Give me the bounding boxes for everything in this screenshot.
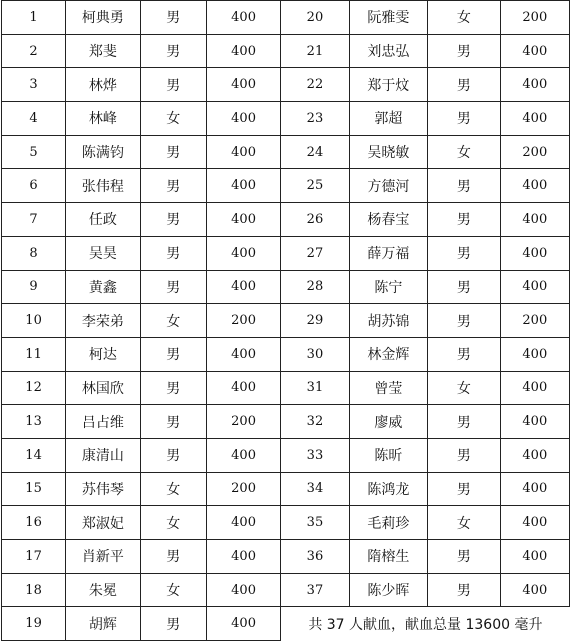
donor-volume: 400: [500, 438, 569, 472]
donor-gender: 女: [140, 573, 206, 607]
donor-gender: 女: [140, 472, 206, 506]
donor-gender: 男: [428, 34, 500, 68]
donor-gender: 女: [140, 304, 206, 338]
donor-gender: 男: [140, 135, 206, 169]
donor-volume: 200: [206, 304, 280, 338]
donor-name: 刘忠弘: [349, 34, 428, 68]
donor-number: 10: [2, 304, 66, 338]
donor-gender: 男: [428, 540, 500, 574]
donor-number: 34: [281, 472, 349, 506]
donor-volume: 400: [206, 34, 280, 68]
donor-volume: 400: [206, 506, 280, 540]
donor-name: 柯典勇: [66, 1, 140, 35]
donor-gender: 男: [140, 371, 206, 405]
donor-gender: 女: [428, 506, 500, 540]
donor-number: 25: [281, 169, 349, 203]
donor-number: 31: [281, 371, 349, 405]
donor-number: 1: [2, 1, 66, 35]
donor-name: 方德河: [349, 169, 428, 203]
donor-name: 朱冕: [66, 573, 140, 607]
donor-name: 郑于炆: [349, 68, 428, 102]
donor-name: 林国欣: [66, 371, 140, 405]
donor-volume: 200: [500, 135, 569, 169]
donor-gender: 男: [428, 102, 500, 136]
donor-number: 17: [2, 540, 66, 574]
donor-gender: 女: [140, 506, 206, 540]
donor-number: 35: [281, 506, 349, 540]
donor-number: 20: [281, 1, 349, 35]
summary-text: 共 37 人献血，献血总量 13600 毫升: [281, 607, 570, 641]
donor-gender: 男: [428, 472, 500, 506]
donor-name: 康清山: [66, 438, 140, 472]
donor-number: 9: [2, 270, 66, 304]
donor-number: 37: [281, 573, 349, 607]
donor-gender: 男: [140, 438, 206, 472]
donor-name: 毛莉珍: [349, 506, 428, 540]
donor-name: 杨春宝: [349, 203, 428, 237]
donor-number: 6: [2, 169, 66, 203]
donor-gender: 女: [428, 1, 500, 35]
donor-number: 14: [2, 438, 66, 472]
donor-volume: 400: [500, 371, 569, 405]
donor-gender: 男: [140, 607, 206, 641]
donor-name: 李荣弟: [66, 304, 140, 338]
donor-name: 陈鸿龙: [349, 472, 428, 506]
donor-name: 隋榕生: [349, 540, 428, 574]
donor-name: 陈满钧: [66, 135, 140, 169]
table-row: [2, 68, 570, 102]
donor-name: 任政: [66, 203, 140, 237]
table-row: [2, 304, 570, 338]
donor-volume: 400: [206, 68, 280, 102]
donor-volume: 400: [206, 236, 280, 270]
donor-volume: 400: [500, 472, 569, 506]
donor-volume: 200: [500, 1, 569, 35]
table-row: [2, 472, 570, 506]
donor-number: 12: [2, 371, 66, 405]
donor-name: 郑斐: [66, 34, 140, 68]
donor-number: 22: [281, 68, 349, 102]
table-row: [2, 506, 570, 540]
donor-volume: 400: [206, 169, 280, 203]
donor-number: 8: [2, 236, 66, 270]
donor-volume: 400: [206, 135, 280, 169]
donor-number: 27: [281, 236, 349, 270]
donor-gender: 男: [428, 169, 500, 203]
donor-volume: 400: [500, 337, 569, 371]
donor-volume: 400: [500, 203, 569, 237]
donor-volume: 400: [500, 169, 569, 203]
donor-number: 23: [281, 102, 349, 136]
donor-gender: 女: [140, 102, 206, 136]
donor-number: 32: [281, 405, 349, 439]
donor-name: 陈昕: [349, 438, 428, 472]
table-row: [2, 102, 570, 136]
donor-number: 13: [2, 405, 66, 439]
donor-name: 陈宁: [349, 270, 428, 304]
donor-name: 林烨: [66, 68, 140, 102]
donor-number: 3: [2, 68, 66, 102]
donor-name: 廖威: [349, 405, 428, 439]
table-row: [2, 236, 570, 270]
donor-number: 29: [281, 304, 349, 338]
donor-name: 苏伟琴: [66, 472, 140, 506]
table-row: [2, 607, 570, 641]
table-row: [2, 1, 570, 35]
donor-volume: 400: [500, 573, 569, 607]
donor-volume: 400: [500, 270, 569, 304]
donor-volume: 400: [500, 68, 569, 102]
donor-number: 26: [281, 203, 349, 237]
donor-number: 30: [281, 337, 349, 371]
donor-volume: 400: [500, 102, 569, 136]
donor-name: 柯达: [66, 337, 140, 371]
donor-gender: 女: [428, 135, 500, 169]
donor-number: 36: [281, 540, 349, 574]
table-row: [2, 34, 570, 68]
donor-volume: 400: [206, 607, 280, 641]
donor-volume: 400: [206, 1, 280, 35]
table-row: [2, 371, 570, 405]
donor-name: 阮雅雯: [349, 1, 428, 35]
donor-name: 吴昊: [66, 236, 140, 270]
donor-table-body: [2, 1, 570, 641]
donor-volume: 200: [500, 304, 569, 338]
donor-gender: 男: [140, 203, 206, 237]
donor-volume: 400: [500, 34, 569, 68]
donor-volume: 400: [500, 236, 569, 270]
donor-gender: 男: [140, 405, 206, 439]
donor-name: 曾莹: [349, 371, 428, 405]
donor-gender: 男: [140, 169, 206, 203]
donor-gender: 女: [428, 371, 500, 405]
donor-name: 肖新平: [66, 540, 140, 574]
donor-number: 11: [2, 337, 66, 371]
donor-gender: 男: [428, 405, 500, 439]
donor-volume: 400: [206, 573, 280, 607]
donor-gender: 男: [428, 270, 500, 304]
donor-gender: 男: [140, 1, 206, 35]
table-row: [2, 337, 570, 371]
donor-gender: 男: [140, 337, 206, 371]
donor-gender: 男: [428, 236, 500, 270]
donor-volume: 400: [206, 438, 280, 472]
donor-volume: 400: [206, 540, 280, 574]
table-row: [2, 405, 570, 439]
donor-name: 林金辉: [349, 337, 428, 371]
donor-number: 15: [2, 472, 66, 506]
donor-name: 吴晓敏: [349, 135, 428, 169]
donor-volume: 400: [206, 371, 280, 405]
donor-number: 19: [2, 607, 66, 641]
donor-name: 郭超: [349, 102, 428, 136]
donor-gender: 男: [140, 34, 206, 68]
donor-gender: 男: [140, 236, 206, 270]
donor-volume: 400: [500, 540, 569, 574]
donor-name: 胡辉: [66, 607, 140, 641]
donor-number: 5: [2, 135, 66, 169]
donor-gender: 男: [140, 270, 206, 304]
donor-number: 24: [281, 135, 349, 169]
donor-number: 33: [281, 438, 349, 472]
donor-gender: 男: [428, 573, 500, 607]
donor-gender: 男: [428, 304, 500, 338]
donor-gender: 男: [428, 203, 500, 237]
donor-name: 黄鑫: [66, 270, 140, 304]
donor-number: 2: [2, 34, 66, 68]
donor-name: 胡苏锦: [349, 304, 428, 338]
donor-gender: 男: [428, 68, 500, 102]
donor-gender: 男: [428, 438, 500, 472]
donor-gender: 男: [140, 68, 206, 102]
donor-name: 张伟程: [66, 169, 140, 203]
donor-name: 郑淑妃: [66, 506, 140, 540]
donor-gender: 男: [140, 540, 206, 574]
donor-volume: 400: [206, 203, 280, 237]
table-row: [2, 573, 570, 607]
table-row: [2, 438, 570, 472]
donor-volume: 200: [206, 472, 280, 506]
donor-name: 林峰: [66, 102, 140, 136]
donor-volume: 400: [206, 270, 280, 304]
table-row: [2, 135, 570, 169]
table-row: [2, 540, 570, 574]
donor-volume: 400: [500, 405, 569, 439]
donor-name: 吕占维: [66, 405, 140, 439]
donor-gender: 男: [428, 337, 500, 371]
table-row: [2, 169, 570, 203]
donor-name: 陈少晖: [349, 573, 428, 607]
donor-number: 28: [281, 270, 349, 304]
donor-number: 21: [281, 34, 349, 68]
donor-number: 16: [2, 506, 66, 540]
table-row: [2, 270, 570, 304]
donor-number: 7: [2, 203, 66, 237]
donor-name: 薛万福: [349, 236, 428, 270]
donor-number: 18: [2, 573, 66, 607]
donor-number: 4: [2, 102, 66, 136]
donor-volume: 400: [206, 337, 280, 371]
donor-volume: 200: [206, 405, 280, 439]
table-row: [2, 203, 570, 237]
donor-volume: 400: [500, 506, 569, 540]
donor-volume: 400: [206, 102, 280, 136]
donor-table: [1, 0, 570, 641]
